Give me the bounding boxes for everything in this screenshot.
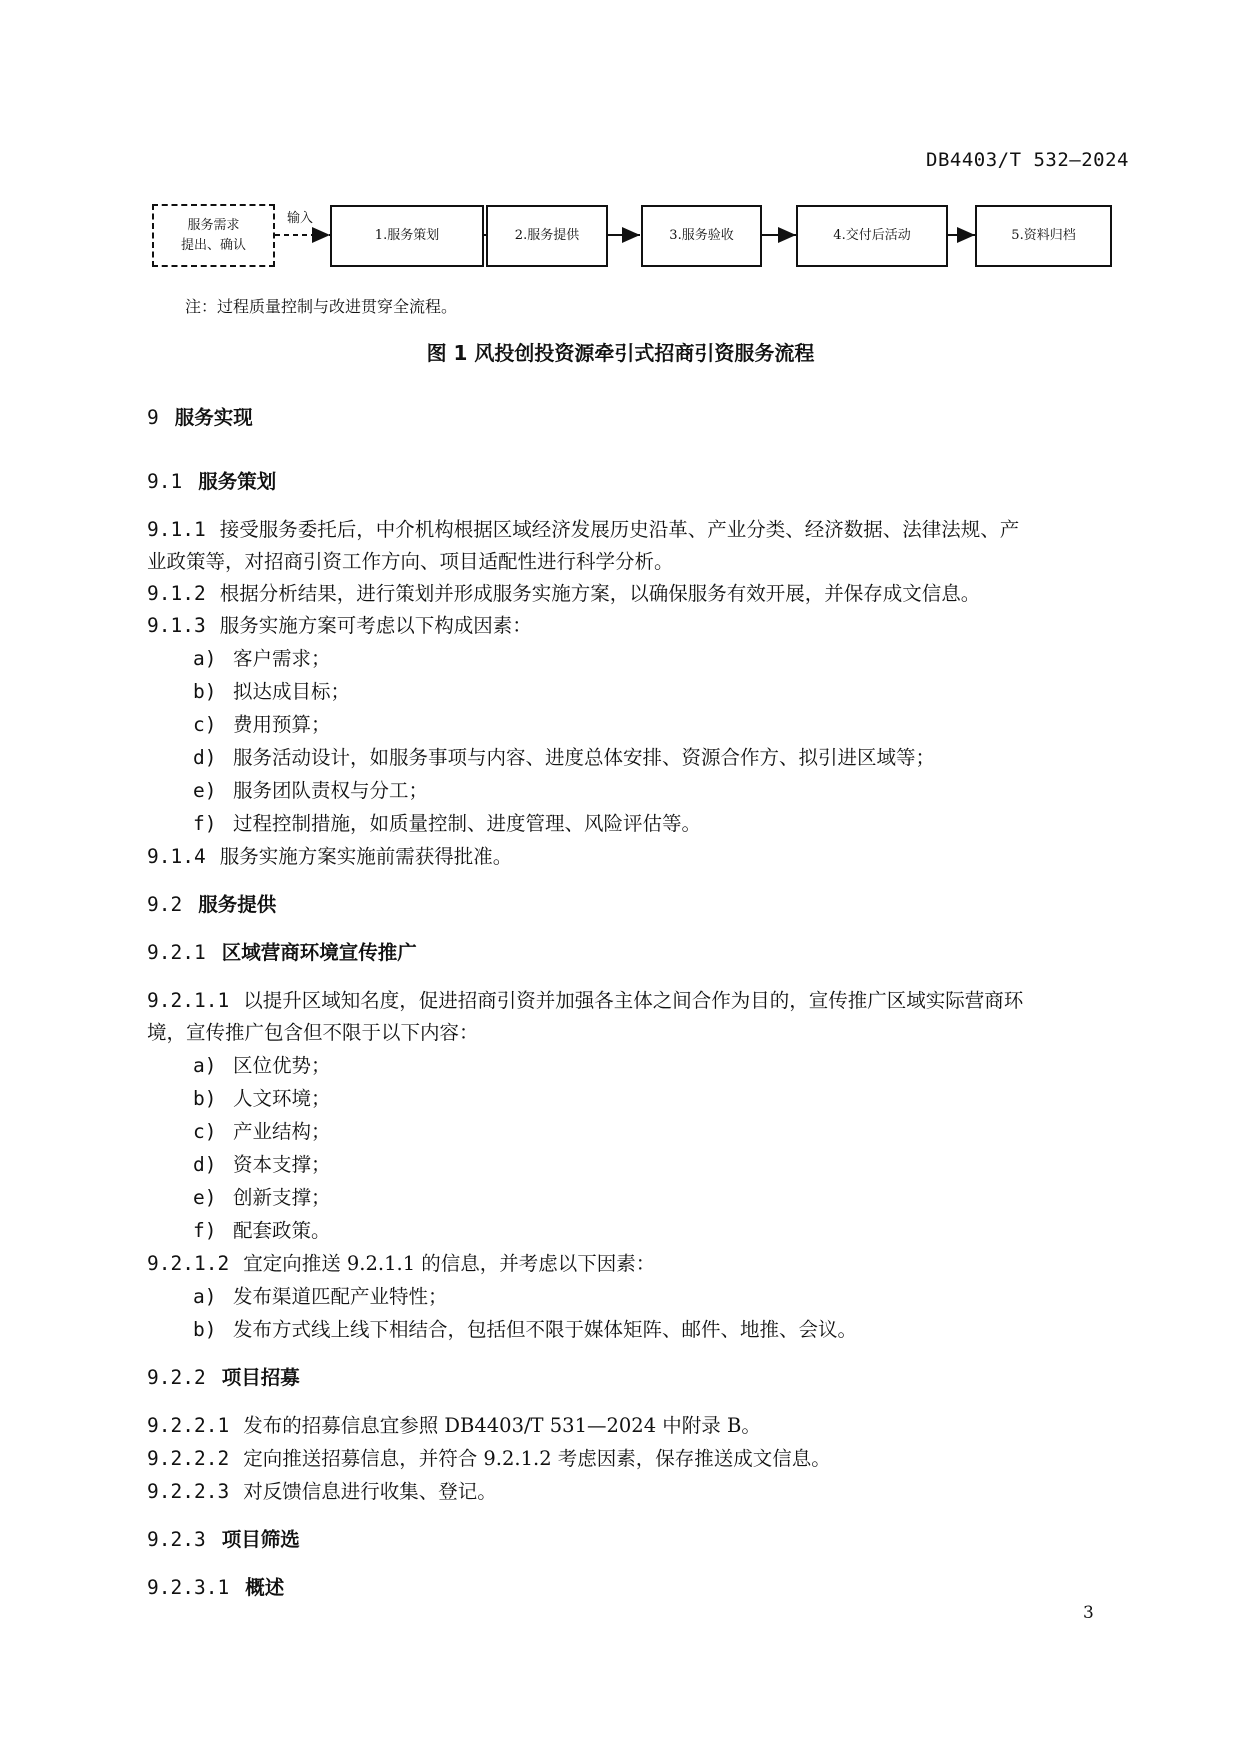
section-9-2-3-1-heading [147, 1572, 284, 1600]
list-item [193, 742, 935, 770]
section-title: 服务策划 [198, 470, 277, 493]
list-item [193, 775, 428, 803]
para-number: 9.1.3 [147, 614, 206, 637]
flow-step-2: 2.服务提供 [486, 205, 608, 267]
list-marker: b) [193, 680, 217, 703]
section-number: 9.2.3 [147, 1528, 206, 1551]
flow-step-1: 1.服务策划 [330, 205, 484, 267]
list-text: 发布渠道匹配产业特性； [233, 1285, 448, 1308]
list-item [193, 808, 701, 836]
list-marker: c) [193, 1120, 217, 1143]
document-code: DB4403/T 532—2024 [926, 149, 1129, 171]
section-title: 服务实现 [174, 406, 253, 429]
list-item [193, 709, 331, 737]
para-9-1-2 [147, 578, 980, 606]
para-text: 服务实施方案实施前需获得批准。 [219, 845, 513, 868]
para-number: 9.1.4 [147, 845, 206, 868]
section-9-1-heading [147, 466, 276, 494]
list-text: 费用预算； [233, 713, 331, 736]
list-item [193, 1116, 331, 1144]
list-text: 服务团队责权与分工； [233, 779, 429, 802]
list-item [193, 1149, 331, 1177]
list-text: 配套政策。 [233, 1219, 331, 1242]
para-number: 9.1.2 [147, 582, 206, 605]
flow-start-box [152, 204, 275, 267]
list-marker: d) [193, 1153, 217, 1176]
para-number: 9.2.2.1 [147, 1414, 230, 1437]
list-marker: a) [193, 647, 217, 670]
page-number: 3 [1083, 1603, 1094, 1623]
para-9-1-3 [147, 610, 532, 638]
list-item [193, 1083, 331, 1111]
flow-input-label: 输入 [287, 211, 314, 226]
para-9-2-2-3 [147, 1476, 497, 1504]
section-number: 9.2.2 [147, 1366, 206, 1389]
section-number: 9.2.1 [147, 941, 206, 964]
para-text: 根据分析结果，进行策划并形成服务实施方案，以确保服务有效开展，并保存成文信息。 [219, 582, 981, 605]
section-number: 9.2.3.1 [147, 1576, 230, 1599]
para-number: 9.1.1 [147, 518, 206, 541]
para-text: 以提升区域知名度，促进招商引资并加强各主体之间合作为目的，宣传推广区域实际营商环 [243, 989, 1024, 1012]
section-title: 区域营商环境宣传推广 [221, 941, 417, 964]
list-marker: a) [193, 1054, 217, 1077]
section-9-2-2-heading [147, 1362, 300, 1390]
list-marker: b) [193, 1318, 217, 1341]
service-flowchart [0, 0, 1241, 290]
list-text: 创新支撑； [233, 1186, 331, 1209]
para-text: 接受服务委托后，中介机构根据区域经济发展历史沿革、产业分类、经济数据、法律法规、产 [219, 518, 1020, 541]
section-number: 9 [147, 406, 159, 429]
para-number: 9.2.2.3 [147, 1480, 230, 1503]
figure-note: 注：过程质量控制与改进贯穿全流程。 [185, 297, 458, 316]
para-9-1-1-line2: 业政策等，对招商引资工作方向、项目适配性进行科学分析。 [147, 550, 674, 573]
para-text: 对反馈信息进行收集、登记。 [243, 1480, 497, 1503]
list-text: 客户需求； [233, 647, 331, 670]
section-title: 服务提供 [198, 893, 277, 916]
list-text: 过程控制措施，如质量控制、进度管理、风险评估等。 [233, 812, 702, 835]
list-item [193, 643, 331, 671]
list-item [193, 1314, 857, 1342]
list-marker: a) [193, 1285, 217, 1308]
list-text: 资本支撑； [233, 1153, 331, 1176]
para-9-1-4 [147, 841, 512, 869]
list-item [193, 676, 350, 704]
section-title: 项目招募 [221, 1366, 300, 1389]
list-marker: d) [193, 746, 217, 769]
para-text: 服务实施方案可考虑以下构成因素： [219, 614, 532, 637]
list-marker: e) [193, 1186, 217, 1209]
list-text: 人文环境； [233, 1087, 331, 1110]
section-title: 概述 [245, 1576, 285, 1599]
start-line-1: 服务需求 [187, 217, 240, 233]
para-text: 定向推送招募信息，并符合 9.2.1.2 考虑因素，保存推送成文信息。 [243, 1447, 831, 1470]
section-9-heading [147, 402, 253, 430]
list-marker: f) [193, 812, 217, 835]
para-9-2-2-1 [147, 1410, 761, 1438]
section-9-2-1-heading [147, 937, 417, 965]
list-text: 拟达成目标； [233, 680, 351, 703]
section-9-2-heading [147, 889, 276, 917]
section-number: 9.1 [147, 470, 183, 493]
list-text: 服务活动设计，如服务事项与内容、进度总体安排、资源合作方、拟引进区域等； [233, 746, 936, 769]
para-9-2-1-2 [147, 1248, 655, 1276]
para-9-1-1-line1 [147, 514, 1019, 542]
section-9-2-3-heading [147, 1524, 300, 1552]
flow-step-4: 4.交付后活动 [796, 205, 948, 267]
figure-title: 图 1 风投创投资源牵引式招商引资服务流程 [426, 341, 815, 365]
flow-step-3: 3.服务验收 [641, 205, 762, 267]
para-9-2-1-1-line2: 境，宣传推广包含但不限于以下内容： [147, 1021, 479, 1044]
list-text: 区位优势； [233, 1054, 331, 1077]
list-item [193, 1050, 331, 1078]
para-9-2-1-1-line1 [147, 985, 1023, 1013]
list-marker: c) [193, 713, 217, 736]
list-marker: f) [193, 1219, 217, 1242]
para-number: 9.2.1.2 [147, 1252, 230, 1275]
para-text: 发布的招募信息宜参照 DB4403/T 531—2024 中附录 B。 [243, 1414, 761, 1437]
para-9-2-2-2 [147, 1443, 831, 1471]
section-number: 9.2 [147, 893, 183, 916]
section-title: 项目筛选 [221, 1528, 300, 1551]
flow-step-5: 5.资料归档 [975, 205, 1112, 267]
list-marker: b) [193, 1087, 217, 1110]
list-text: 发布方式线上线下相结合，包括但不限于媒体矩阵、邮件、地推、会议。 [233, 1318, 858, 1341]
list-item [193, 1215, 331, 1243]
para-number: 9.2.1.1 [147, 989, 230, 1012]
list-item [193, 1182, 331, 1210]
start-line-2: 提出、确认 [180, 237, 246, 253]
para-number: 9.2.2.2 [147, 1447, 230, 1470]
list-marker: e) [193, 779, 217, 802]
para-text: 宜定向推送 9.2.1.1 的信息，并考虑以下因素： [243, 1252, 656, 1275]
list-text: 产业结构； [233, 1120, 331, 1143]
list-item [193, 1281, 448, 1309]
